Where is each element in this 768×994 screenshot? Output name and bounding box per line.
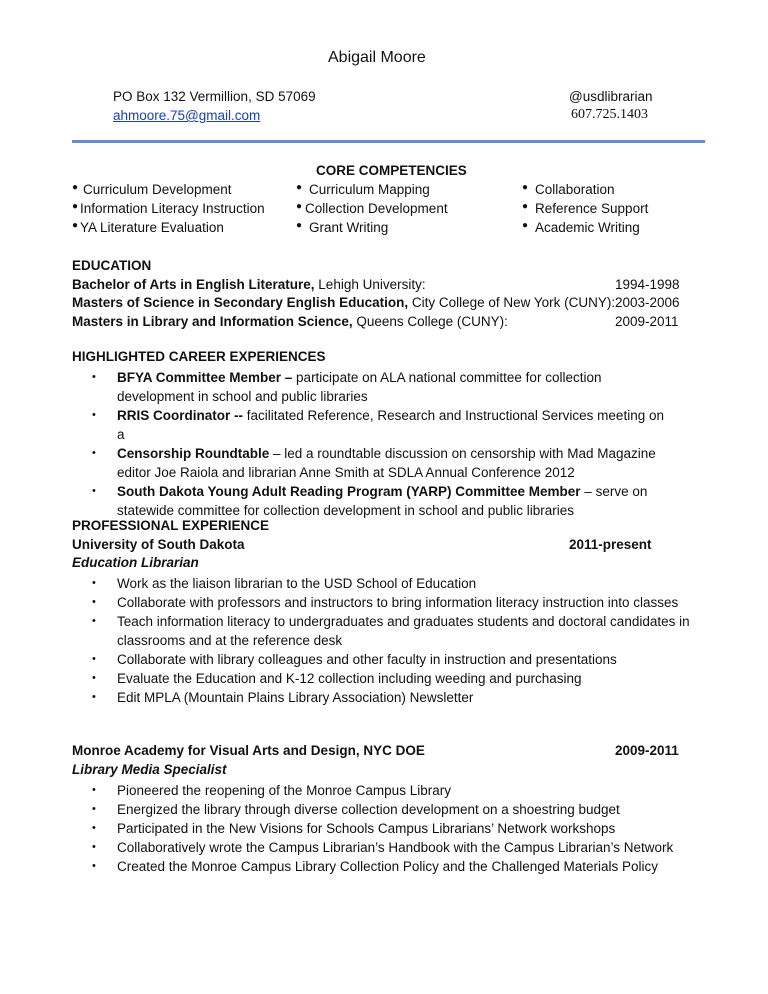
competency-item: ● Reference Support: [522, 201, 649, 216]
bullet-icon: •: [92, 672, 96, 684]
job-years: 2011-present: [569, 537, 652, 552]
competency-item: ● Collection Development: [296, 201, 448, 216]
bullet-icon: ●: [522, 220, 529, 231]
competency-item: ● YA Literature Evaluation: [72, 220, 224, 235]
job-years: 2009-2011: [615, 743, 679, 758]
bullet-icon: •: [92, 615, 96, 627]
bullet-icon: ●: [296, 220, 303, 231]
competency-item: ● Curriculum Mapping: [296, 182, 430, 197]
job-duties-list: [72, 574, 702, 707]
bullet-icon: •: [92, 860, 96, 872]
job-organization: Monroe Academy for Visual Arts and Design, NYC DOE: [72, 743, 425, 758]
highlights-heading: HIGHLIGHTED CAREER EXPERIENCES: [72, 349, 326, 364]
bullet-icon: ●: [522, 201, 529, 212]
duty-item: • Edit MPLA (Mountain Plains Library Association) Newsletter: [92, 690, 474, 705]
bullet-icon: ●: [72, 220, 79, 231]
applicant-name: Abigail Moore: [328, 49, 426, 66]
duty-item: • Collaborate with library colleagues and other faculty in instruction and presentations: [92, 652, 617, 667]
highlight-item: • South Dakota Young Adult Reading Program (YARP) Committee Member – serve on statewide committee for collection development in school and public libraries: [92, 484, 648, 518]
bullet-icon: •: [92, 653, 96, 665]
bullet-icon: ●: [522, 182, 529, 193]
duty-item: • Participated in the New Visions for Schools Campus Librarians’ Network workshops: [92, 821, 616, 836]
education-row: Masters in Library and Information Science, Queens College (CUNY):: [72, 314, 508, 329]
duty-item: • Evaluate the Education and K-12 collection including weeding and purchasing: [92, 671, 582, 686]
bullet-icon: •: [92, 447, 96, 459]
highlight-item: • BFYA Committee Member – participate on ALA national committee for collection development in school and public libraries: [92, 370, 602, 404]
bullet-icon: •: [92, 409, 96, 421]
competency-item: ● Curriculum Development: [72, 182, 232, 197]
bullet-icon: ●: [296, 201, 303, 212]
header-divider: [72, 140, 705, 143]
duty-item: • Teach information literacy to undergraduates and graduates students and doctoral candidates in classrooms and at the reference desk: [92, 614, 690, 648]
duty-item: • Pioneered the reopening of the Monroe Campus Library: [92, 783, 451, 798]
duty-item: • Collaborate with professors and instructors to bring information literacy instruction into classes: [92, 595, 679, 610]
competencies-heading: CORE COMPETENCIES: [316, 163, 467, 178]
professional-heading: PROFESSIONAL EXPERIENCE: [72, 518, 270, 533]
bullet-icon: ●: [296, 182, 303, 193]
highlight-item: • Censorship Roundtable – led a roundtable discussion on censorship with Mad Magazine editor Joe Raiola and librarian Anne Smith at SDLA Annual Conference 2012: [92, 446, 656, 480]
competency-item: ● Academic Writing: [522, 220, 640, 235]
bullet-icon: ●: [72, 182, 79, 193]
duty-item: • Collaboratively wrote the Campus Librarian’s Handbook with the Campus Librarian’s Network: [92, 840, 674, 855]
job-role: Library Media Specialist: [72, 762, 227, 777]
bullet-icon: •: [92, 841, 96, 853]
bullet-icon: •: [92, 577, 96, 589]
bullet-icon: •: [92, 784, 96, 796]
highlight-item: • RRIS Coordinator -- facilitated Reference, Research and Instructional Services meeting on a: [92, 408, 664, 442]
mailing-address: PO Box 132 Vermillion, SD 57069: [113, 89, 316, 104]
education-years: 2003-2006: [615, 295, 680, 310]
email-link[interactable]: ahmoore.75@gmail.com: [113, 108, 261, 123]
bullet-icon: •: [92, 822, 96, 834]
education-row: Bachelor of Arts in English Literature, Lehigh University:: [72, 277, 426, 292]
social-handle: @usdlibrarian: [569, 89, 653, 104]
education-row: Masters of Science in Secondary English Education, City College of New York (CUNY):: [72, 295, 616, 310]
competency-item: ● Collaboration: [522, 182, 615, 197]
bullet-icon: •: [92, 596, 96, 608]
highlights-list: [72, 368, 672, 520]
competency-item: ● Grant Writing: [296, 220, 389, 235]
job-duties-list: [72, 781, 732, 876]
phone-number: 607.725.1403: [571, 107, 648, 122]
bullet-icon: •: [92, 371, 96, 383]
bullet-icon: •: [92, 485, 96, 497]
education-years: 2009-2011: [615, 314, 679, 329]
job-organization: University of South Dakota: [72, 537, 245, 552]
job-role: Education Librarian: [72, 555, 199, 570]
duty-item: • Created the Monroe Campus Library Collection Policy and the Challenged Materials Policy: [92, 859, 659, 874]
bullet-icon: •: [92, 803, 96, 815]
duty-item: • Work as the liaison librarian to the USD School of Education: [92, 576, 477, 591]
competency-item: ● Information Literacy Instruction: [72, 201, 265, 216]
education-years: 1994-1998: [615, 277, 680, 292]
bullet-icon: •: [92, 691, 96, 703]
duty-item: • Energized the library through diverse collection development on a shoestring budget: [92, 802, 620, 817]
bullet-icon: ●: [72, 201, 79, 212]
education-heading: EDUCATION: [72, 258, 152, 273]
